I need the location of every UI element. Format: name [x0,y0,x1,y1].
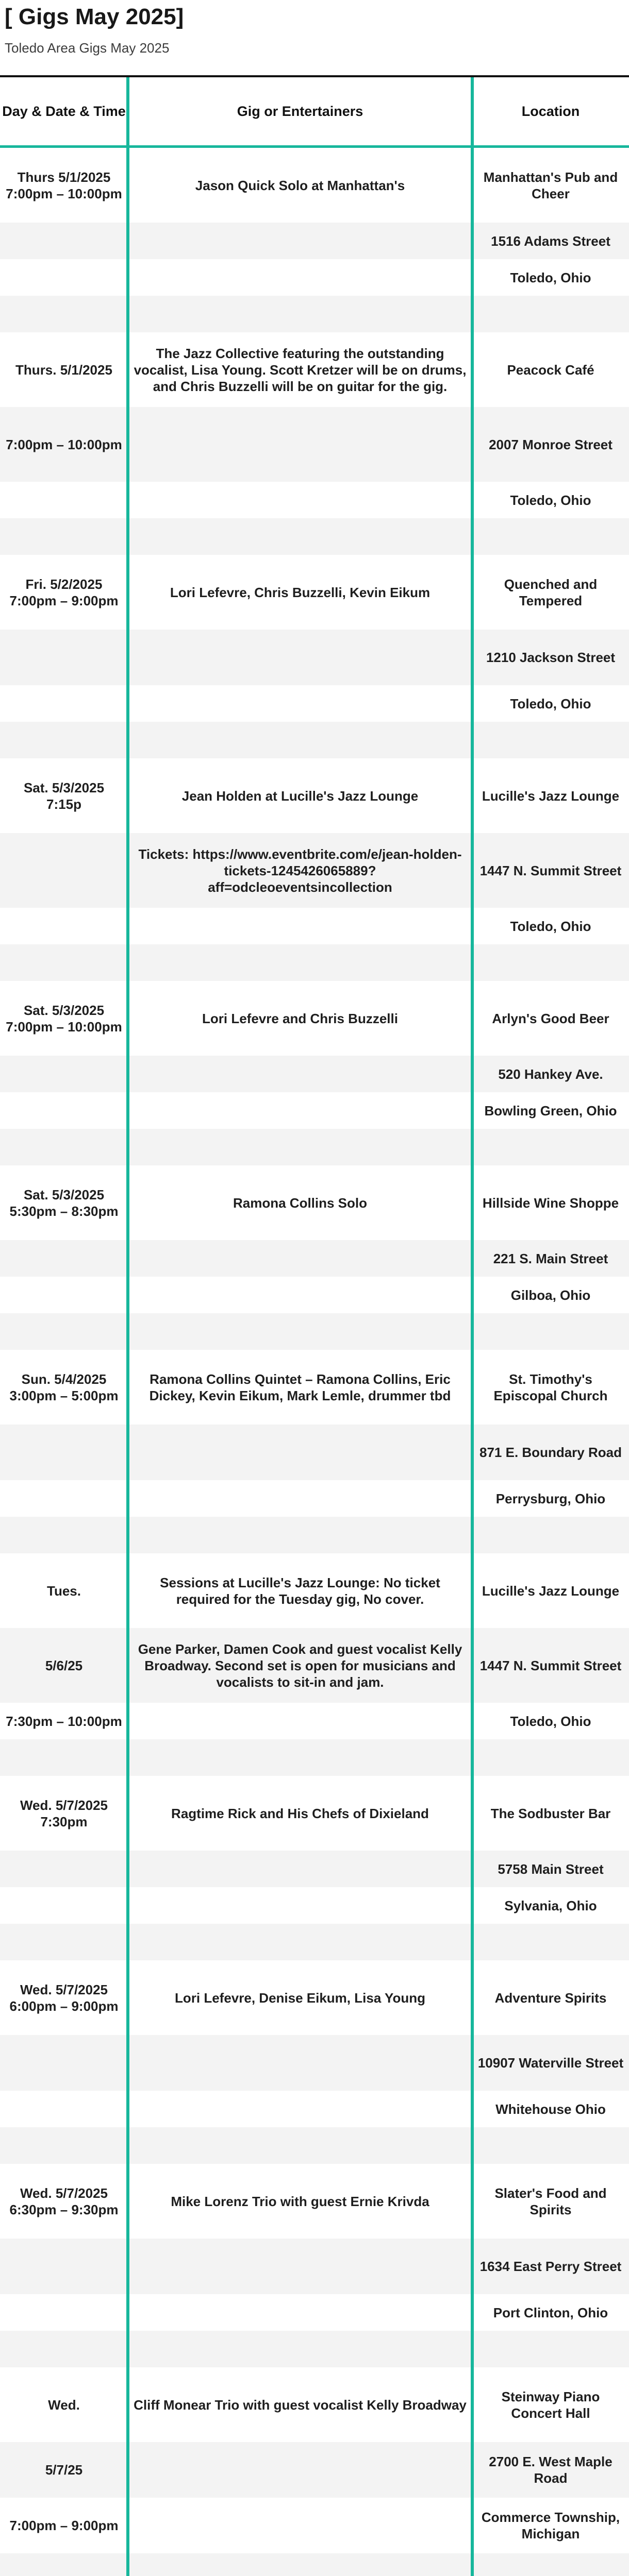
table-row [0,1480,629,1517]
location-cell [472,1924,629,1960]
gig-cell [128,630,472,685]
location-cell: 1447 N. Summit Street [472,1628,629,1703]
date-time-cell: Sat. 5/3/2025 5:30pm – 8:30pm [9,1187,119,1219]
table-row [0,1553,629,1628]
gig-cell: Lori Lefevre and Chris Buzzelli [202,1010,398,1026]
gig-cell [128,1313,472,1350]
table-row [0,2367,629,2442]
gig-cell [128,518,472,555]
date-time-cell [0,1425,128,1480]
gig-cell [128,2331,472,2367]
date-time-cell [0,259,128,296]
gig-cell [128,2498,472,2553]
table-row [0,981,629,1056]
date-time-cell [0,2294,128,2331]
location-cell: St. Timothy's Episcopal Church [493,1371,608,1403]
gig-cell [128,1240,472,1277]
date-time-cell [0,1480,128,1517]
location-cell [472,1313,629,1350]
date-time-cell: 5/7/25 [0,2442,128,2498]
page-title: [ Gigs May 2025] [5,4,184,29]
gig-cell: The Jazz Collective featuring the outstanding vocalist, Lisa Young. Scott Kretzer will be on drums, and Chris Buzzelli will be on guitar for the gig. [134,345,467,394]
table-row [0,2498,629,2553]
gig-cell: Sessions at Lucille's Jazz Lounge: No ticket required for the Tuesday gig, No cover. [160,1574,440,1607]
table-row [0,1776,629,1851]
date-time-cell: Sat. 5/3/2025 7:15p [23,779,105,812]
location-cell [472,1739,629,1776]
location-cell: Toledo, Ohio [510,696,591,711]
table-row [0,1628,629,1703]
table-row [0,518,629,555]
table-row [0,630,629,685]
date-time-cell [0,223,128,259]
date-time-cell [0,1851,128,1887]
gig-cell: Lori Lefevre, Denise Eikum, Lisa Young [175,1990,425,2006]
gig-cell [128,482,472,518]
gig-cell [128,1739,472,1776]
column-divider-right [471,77,474,2576]
table-row [0,1350,629,1425]
date-time-cell: Tues. [47,1583,81,1599]
table-row [0,1425,629,1480]
location-cell: Gilboa, Ohio [510,1287,591,1303]
table-row [0,332,629,407]
location-cell: 1516 Adams Street [472,223,629,259]
date-time-cell [0,944,128,981]
date-time-cell [0,1277,128,1313]
location-cell [472,2553,629,2576]
table-row [0,1277,629,1313]
gig-cell [128,2442,472,2498]
date-time-cell: 7:00pm – 10:00pm [0,407,128,482]
table-row [0,2294,629,2331]
location-cell: Sylvania, Ohio [504,1897,597,1913]
gig-cell [128,2239,472,2294]
location-cell: 10907 Waterville Street [472,2035,629,2091]
column-header-gig: Gig or Entertainers [237,103,363,119]
date-time-cell: Sun. 5/4/2025 3:00pm – 5:00pm [9,1371,119,1403]
gig-cell [128,2553,472,2576]
date-time-cell [0,1129,128,1165]
table-row [0,1165,629,1240]
gig-cell [128,1703,472,1739]
gig-cell: Tickets: https://www.eventbrite.com/e/jean-holden-tickets-1245426065889?aff=odcleoeventsincollection [128,833,472,908]
date-time-cell [0,2091,128,2127]
gig-cell [128,1517,472,1553]
date-time-cell [0,722,128,758]
location-cell [472,1129,629,1165]
table-row [0,1240,629,1277]
gig-cell [128,1851,472,1887]
gig-cell [128,1277,472,1313]
location-cell: Toledo, Ohio [510,1713,591,1729]
location-cell: 2700 E. West Maple Road [472,2442,629,2498]
location-cell: Bowling Green, Ohio [484,1103,617,1118]
date-time-cell [0,296,128,332]
date-time-cell [0,2239,128,2294]
gig-cell: Lori Lefevre, Chris Buzzelli, Kevin Eikum [170,584,431,600]
location-cell: 5758 Main Street [472,1851,629,1887]
table-row [0,2127,629,2164]
table-row [0,1517,629,1553]
location-cell [472,722,629,758]
table-row [0,2035,629,2091]
location-cell: 1210 Jackson Street [472,630,629,685]
table-row [0,148,629,223]
gig-cell: Jean Holden at Lucille's Jazz Lounge [181,788,419,804]
date-time-cell [0,1924,128,1960]
date-time-cell: Wed. 5/7/2025 6:30pm – 9:30pm [9,2185,119,2217]
gig-cell: Mike Lorenz Trio with guest Ernie Krivda [171,2193,429,2209]
table-row [0,1887,629,1924]
date-time-cell: 7:00pm – 9:00pm [9,2518,119,2533]
gig-cell [128,1092,472,1129]
table-row [0,2091,629,2127]
column-header-location: Location [521,103,580,119]
gig-cell: Jason Quick Solo at Manhattan's [195,177,405,193]
location-cell: Peacock Café [507,362,594,378]
location-cell: 520 Hankey Ave. [472,1056,629,1092]
table-row [0,1129,629,1165]
gig-cell [128,1425,472,1480]
location-cell: The Sodbuster Bar [490,1805,611,1821]
gig-cell [128,685,472,722]
gigs-table-body [0,148,629,2576]
table-row [0,2442,629,2498]
table-row [0,1313,629,1350]
location-cell: Perrysburg, Ohio [495,1490,606,1506]
date-time-cell [0,630,128,685]
gig-cell [128,908,472,944]
gigs-table [0,148,629,2576]
location-cell: Quenched and Tempered [504,576,598,608]
gig-cell: Gene Parker, Damen Cook and guest vocalist Kelly Broadway. Second set is open for musicians and vocalists to sit-in and jam. [128,1628,472,1703]
date-time-cell [0,2127,128,2164]
table-row [0,1960,629,2035]
table-row [0,223,629,259]
gig-cell [128,259,472,296]
location-cell: Manhattan's Pub and Cheer [483,169,618,201]
date-time-cell [0,1092,128,1129]
gig-cell [128,1924,472,1960]
location-cell: Lucille's Jazz Lounge [482,1583,620,1599]
gig-cell [128,223,472,259]
gig-cell: Ramona Collins Quintet – Ramona Collins, Eric Dickey, Kevin Eikum, Mark Lemle, drummer tbd [149,1371,451,1403]
table-row [0,1739,629,1776]
date-time-cell: 7:30pm – 10:00pm [6,1713,122,1729]
gig-cell [128,1887,472,1924]
gig-cell [128,1480,472,1517]
gig-cell [128,296,472,332]
date-time-cell: Wed. [48,2397,80,2413]
date-time-cell [0,2331,128,2367]
table-row [0,482,629,518]
location-cell: 871 E. Boundary Road [472,1425,629,1480]
location-cell: 2007 Monroe Street [472,407,629,482]
date-time-cell [0,1739,128,1776]
date-time-cell: Fri. 5/2/2025 7:00pm – 9:00pm [9,576,119,608]
location-cell [472,2127,629,2164]
location-cell: Port Clinton, Ohio [493,2304,608,2320]
date-time-cell [0,908,128,944]
gig-cell [128,1056,472,1092]
gig-cell [128,944,472,981]
location-cell: Steinway Piano Concert Hall [501,2388,600,2421]
table-row [0,944,629,981]
gig-cell [128,2127,472,2164]
location-cell: Lucille's Jazz Lounge [482,788,620,804]
table-row [0,1703,629,1739]
location-cell: Toledo, Ohio [510,918,591,934]
date-time-cell [0,1887,128,1924]
page-subtitle: Toledo Area Gigs May 2025 [5,40,170,56]
gig-cell: Ragtime Rick and His Chefs of Dixieland [171,1805,429,1821]
location-cell: Commerce Township, Michigan [481,2510,620,2541]
table-row [0,908,629,944]
location-cell: Adventure Spirits [494,1990,607,2006]
date-time-cell [0,1240,128,1277]
location-cell: 221 S. Main Street [472,1240,629,1277]
date-time-cell: Thurs. 5/1/2025 [15,362,112,378]
table-row [0,722,629,758]
date-time-cell: Wed. 5/7/2025 6:00pm – 9:00pm [9,1981,119,2014]
date-time-cell [0,2553,128,2576]
gig-cell [128,2035,472,2091]
table-header [0,77,629,145]
location-cell [472,518,629,555]
date-time-cell: Wed. 5/7/2025 7:30pm [20,1797,108,1829]
gig-cell [128,722,472,758]
location-cell: Toledo, Ohio [510,269,591,285]
location-cell: 1447 N. Summit Street [472,833,629,908]
table-row [0,259,629,296]
location-cell [472,1517,629,1553]
location-cell: 1634 East Perry Street [472,2239,629,2294]
location-cell: Slater's Food and Spirits [494,2185,607,2217]
date-time-cell: 5/6/25 [0,1628,128,1703]
table-row [0,833,629,908]
date-time-cell [0,1056,128,1092]
location-cell [472,296,629,332]
table-row [0,2164,629,2239]
date-time-cell [0,518,128,555]
date-time-cell: Thurs 5/1/2025 7:00pm – 10:00pm [6,169,122,201]
table-row [0,2553,629,2576]
location-cell: Arlyn's Good Beer [492,1010,609,1026]
table-row [0,555,629,630]
date-time-cell [0,1517,128,1553]
date-time-cell [0,2035,128,2091]
table-row [0,296,629,332]
date-time-cell: Sat. 5/3/2025 7:00pm – 10:00pm [6,1002,122,1035]
date-time-cell [0,833,128,908]
gig-cell: Cliff Monear Trio with guest vocalist Kelly Broadway [134,2397,467,2413]
gig-cell [128,1129,472,1165]
date-time-cell [0,685,128,722]
table-row [0,407,629,482]
date-time-cell [0,482,128,518]
table-row [0,685,629,722]
gig-cell [128,2091,472,2127]
column-divider-left [126,77,129,2576]
location-cell: Whitehouse Ohio [495,2101,606,2117]
date-time-cell [0,1313,128,1350]
table-row [0,2331,629,2367]
location-cell [472,944,629,981]
gig-cell: Ramona Collins Solo [233,1195,368,1211]
table-row [0,1851,629,1887]
gig-cell [128,407,472,482]
table-row [0,1056,629,1092]
table-row [0,1092,629,1129]
column-header-date-time: Day & Date & Time [2,103,126,119]
table-row [0,758,629,833]
table-row [0,1924,629,1960]
location-cell [472,2331,629,2367]
gig-cell [128,2294,472,2331]
location-cell: Hillside Wine Shoppe [482,1195,619,1211]
table-row [0,2239,629,2294]
location-cell: Toledo, Ohio [510,492,591,508]
